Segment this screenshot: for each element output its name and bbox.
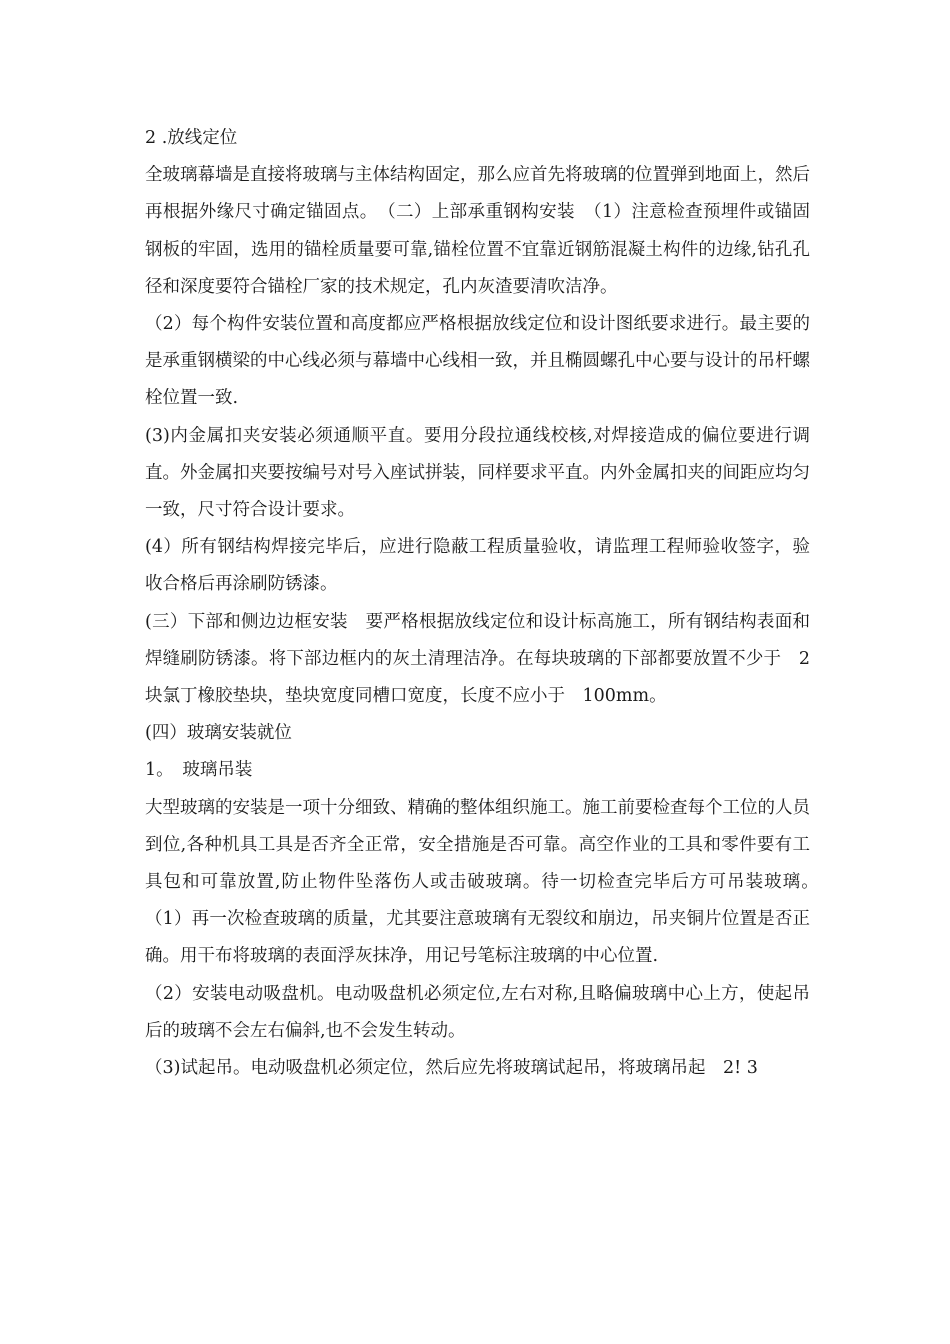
paragraph: (3)内金属扣夹安装必须通顺平直。要用分段拉通线校核,对焊接造成的偏位要进行调直。外金属扣夹要按编号对号入座试拼装，同样要求平直。内外金属扣夹的间距应均匀一致，尺寸符合设计要求。 bbox=[145, 425, 810, 521]
subsection-heading: 1。 玻璃吊装 bbox=[145, 760, 253, 781]
paragraph: 全玻璃幕墙是直接将玻璃与主体结构固定，那么应首先将玻璃的位置弹到地面上，然后再根据外缘尺寸确定锚固点。 （二）上部承重钢构安装 （1）注意检查预埋件或锚固钢板的牢固，选用的锚栓质量要可靠,锚栓位置不宜靠近钢筋混凝土构件的边缘,钻孔孔径和深度要符合锚栓厂家的技术规定，孔内灰渣要清吹洁净。 bbox=[145, 165, 810, 297]
paragraph: 大型玻璃的安装是一项十分细致、精确的整体组织施工。施工前要检查每个工位的人员到位,各种机具工具是否齐全正常，安全措施是否可靠。高空作业的工具和零件要有工具包和可靠放置,防止物件坠落伤人或击破玻璃。待一切检查完毕后方可吊装玻璃。 （1）再一次检查玻璃的质量，尤其要注意玻璃有无裂纹和崩边，吊夹铜片位置是否正确。用干布将玻璃的表面浮灰抹净，用记号笔标注玻璃的中心位置. bbox=[145, 797, 828, 967]
paragraph: （3)试起吊。电动吸盘机必须定位，然后应先将玻璃试起吊，将玻璃吊起 2! 3 bbox=[145, 1058, 758, 1079]
section-heading: (四）玻璃安装就位 bbox=[145, 723, 292, 744]
document-body bbox=[145, 120, 828, 1087]
paragraph: （2）每个构件安装位置和高度都应严格根据放线定位和设计图纸要求进行。最主要的是承重钢横梁的中心线必须与幕墙中心线相一致，并且椭圆螺孔中心要与设计的吊杆螺栓位置一致. bbox=[145, 314, 810, 409]
paragraph: (4）所有钢结构焊接完毕后，应进行隐蔽工程质量验收，请监理工程师验收签字，验收合格后再涂刷防锈漆。 bbox=[145, 537, 810, 595]
section-heading: 2 .放线定位 bbox=[145, 128, 238, 148]
paragraph: (三）下部和侧边边框安装 要严格根据放线定位和设计标高施工，所有钢结构表面和焊缝刷防锈漆。将下部边框内的灰土清理洁净。在每块玻璃的下部都要放置不少于 2 块氯丁橡胶垫块，垫块宽度同槽口宽度，长度不应小于 100mm。 bbox=[145, 611, 810, 707]
paragraph: （2）安装电动吸盘机。电动吸盘机必须定位,左右对称,且略偏玻璃中心上方，使起吊后的玻璃不会左右偏斜,也不会发生转动。 bbox=[145, 983, 810, 1041]
